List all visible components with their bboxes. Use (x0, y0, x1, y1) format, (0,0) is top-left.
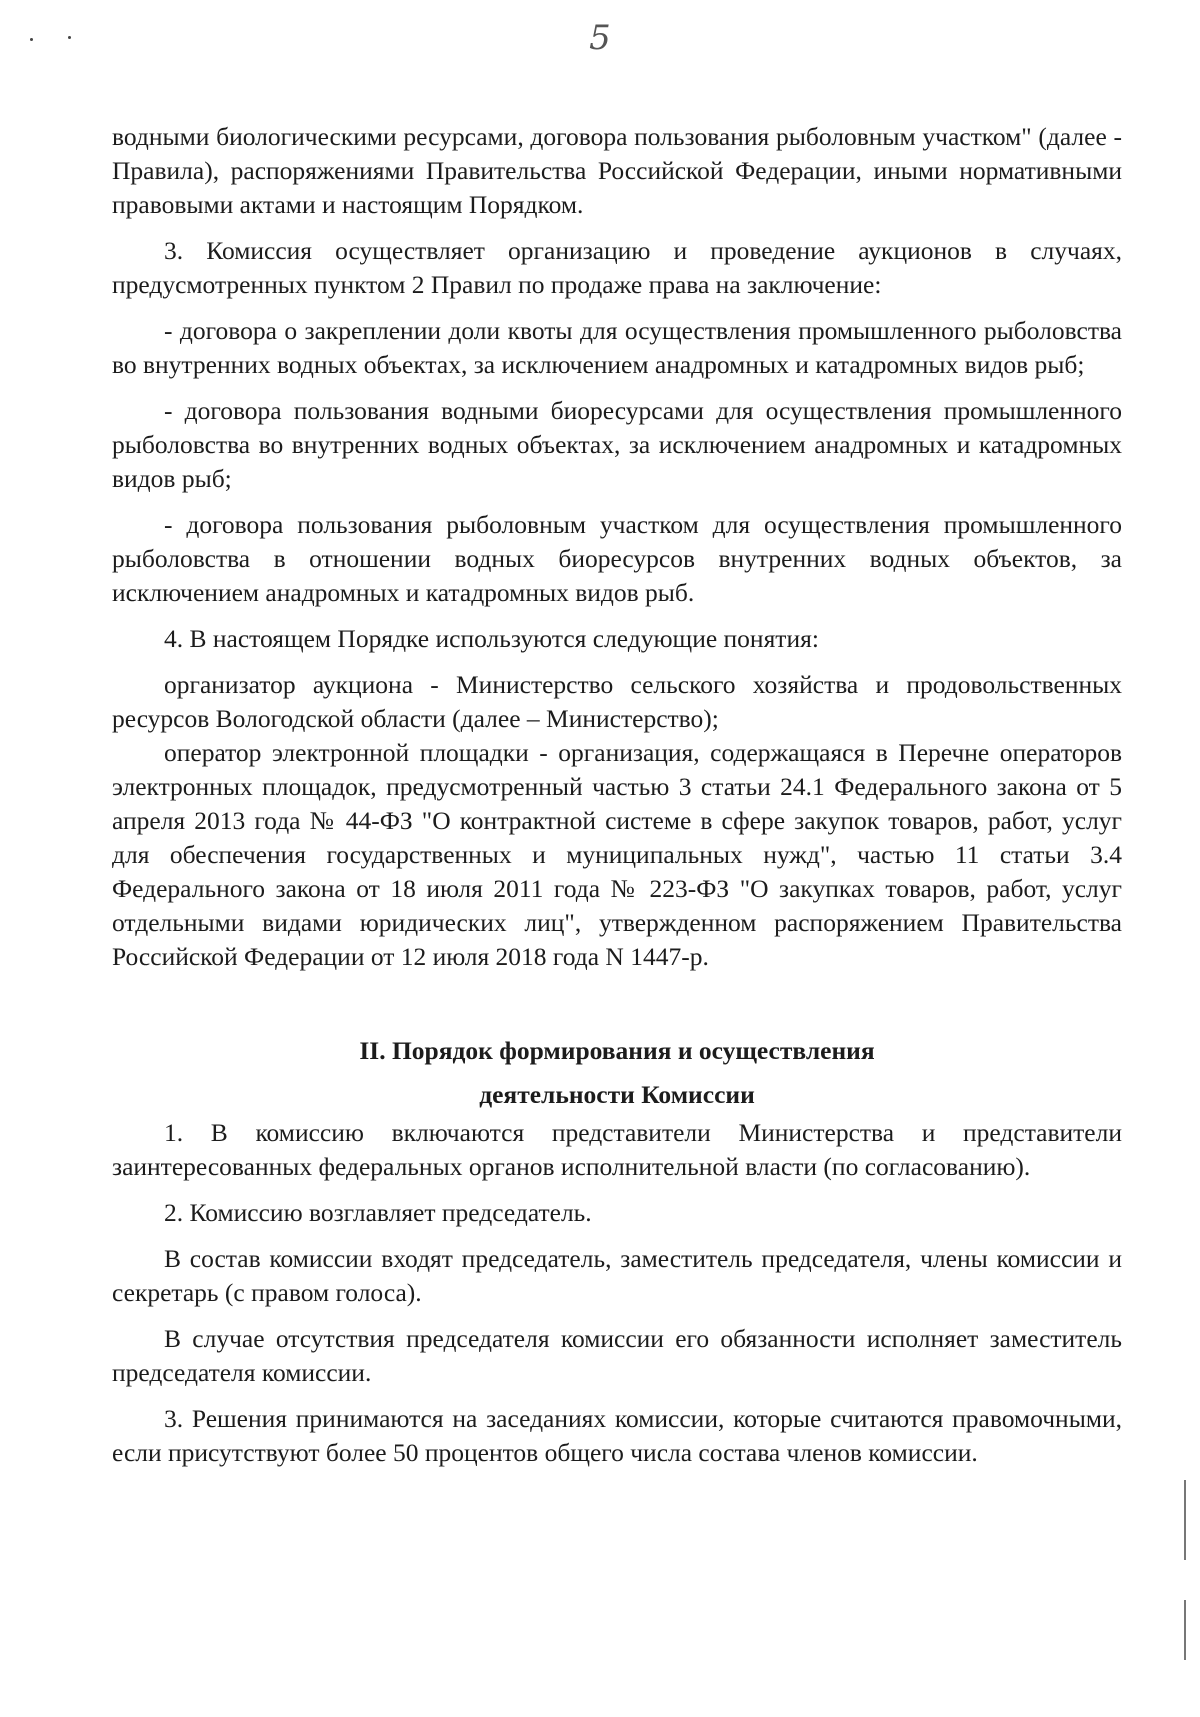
scan-edge-mark (1184, 1480, 1186, 1560)
document-body (112, 120, 1122, 1482)
paragraph-list-item: - договора пользования водными биоресурсами для осуществления промышленного рыболовства во внутренних водных объектах, за исключением анадромных и катадромных видов рыб; (112, 396, 1122, 493)
section-heading-line: II. Порядок формирования и осуществления (359, 1036, 875, 1065)
paragraph-continuation: водными биологическими ресурсами, договора пользования рыболовным участком" (далее - Правила), распоряжениями Правительства Российской Федерации, иными нормативными правовыми актами и настоящим Порядком. (112, 122, 1122, 219)
paragraph-list-item: - договора пользования рыболовным участком для осуществления промышленного рыболовства в отношении водных биоресурсов внутренних водных объектов, за исключением анадромных и катадромных видов рыб. (112, 510, 1122, 607)
paragraph-section2-clause-2: 2. Комиссию возглавляет председатель. (164, 1198, 592, 1227)
page-number: 5 (589, 18, 611, 58)
paragraph-section2-clause-3: 3. Решения принимаются на заседаниях комиссии, которые считаются правомочными, если присутствуют более 50 процентов общего числа состава членов комиссии. (112, 1404, 1122, 1467)
section-heading-line: деятельности Комиссии (479, 1080, 755, 1109)
paragraph-definition: организатор аукциона - Министерство сельского хозяйства и продовольственных ресурсов Вологодской области (далее – Министерство); (112, 670, 1122, 733)
paragraph-definition: оператор электронной площадки - организация, содержащаяся в Перечне операторов электронных площадок, предусмотренный частью 3 статьи 24.1 Федерального закона от 5 апреля 2013 года № 44-ФЗ "О контрактной системе в сфере закупок товаров, работ, услуг для обеспечения государственных и муниципальных нужд", частью 11 статьи 3.4 Федерального закона от 18 июля 2011 года № 223-ФЗ "О закупках товаров, работ, услуг отдельными видами юридических лиц", утвержденном распоряжением Правительства Российской Федерации от 12 июля 2018 года N 1447-р. (112, 738, 1122, 971)
paragraph-clause-3: 3. Комиссия осуществляет организацию и проведение аукционов в случаях, предусмотренных пунктом 2 Правил по продаже права на заключение: (112, 236, 1122, 299)
paragraph-section2-absence: В случае отсутствия председателя комиссии его обязанности исполняет заместитель председателя комиссии. (112, 1324, 1122, 1387)
paragraph-list-item: - договора о закреплении доли квоты для осуществления промышленного рыболовства во внутренних водных объектах, за исключением анадромных и катадромных видов рыб; (112, 316, 1122, 379)
section-heading (112, 1034, 1122, 1112)
scan-edge-mark (1184, 1600, 1186, 1660)
paragraph-clause-4: 4. В настоящем Порядке используются следующие понятия: (164, 624, 819, 653)
paragraph-section2-composition: В состав комиссии входят председатель, заместитель председателя, члены комиссии и секретарь (с правом голоса). (112, 1244, 1122, 1307)
paragraph-section2-clause-1: 1. В комиссию включаются представители Министерства и представители заинтересованных федеральных органов исполнительной власти (по согласованию). (112, 1118, 1122, 1181)
